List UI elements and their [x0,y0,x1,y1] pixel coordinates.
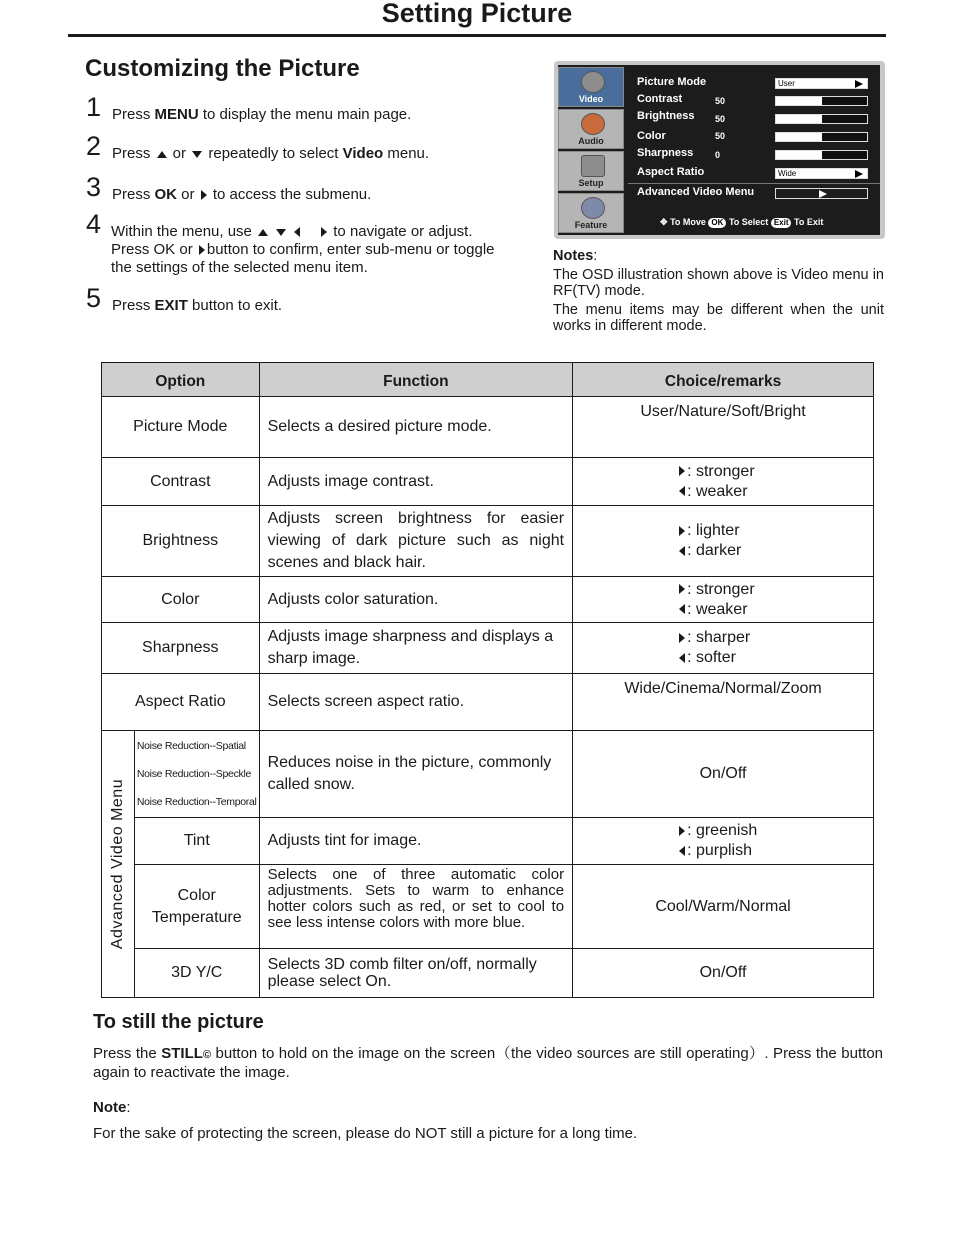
option-cell: Brightness [102,506,260,577]
step-text-pre: Press [112,145,155,162]
option-cell: Color Temperature [134,865,259,949]
left-arrow-icon [679,486,685,496]
step-text-post: button to exit. [187,297,283,314]
function-cell: Adjusts image sharpness and displays a sharp image. [259,623,572,674]
step-number: 5 [86,283,102,313]
osd-bar-fill [776,97,822,105]
still-key-icon: © [202,1049,212,1061]
down-arrow-icon [192,151,202,158]
step-text [112,186,371,204]
osd-help-bar [660,217,823,228]
right-arrow-icon [679,526,685,536]
function-cell: Reduces noise in the picture, commonly called snow. [259,731,572,818]
step-text-mid: repeatedly to select [204,145,343,162]
osd-bar-fill [776,151,822,159]
option-cell: Color [102,577,260,623]
choice-line [573,580,873,600]
osd-row-label: Brightness [637,110,695,122]
step-text-post: menu. [383,145,430,162]
table-row [102,674,874,731]
choice-line [573,648,873,668]
up-arrow-icon [258,229,268,236]
osd-sharpness-bar [775,150,868,160]
picture-settings-table [101,362,874,998]
choice-cell: Wide/Cinema/Normal/Zoom [573,674,874,731]
option-cell: 3D Y/C [134,949,259,998]
osd-tab-feature [558,193,624,233]
choice-line [573,628,873,648]
choice-cell: On/Off [573,731,874,818]
function-cell: Selects one of three automatic color adjustments. Sets to warm to enhance hotter colors such as red, or set to cool to see less intense colors with more blue. [259,865,572,949]
function-cell: Adjusts color saturation. [259,577,572,623]
ok-key-icon: OK [708,218,726,228]
left-arrow-icon [679,604,685,614]
step-text [112,145,429,163]
left-arrow-icon [679,846,685,856]
right-arrow-icon [679,633,685,643]
table-row [102,397,874,458]
choice-cell [573,577,874,623]
audio-icon [581,113,605,135]
choice-right-text: : sharper [687,629,751,646]
option-cell: Aspect Ratio [102,674,260,731]
osd-tab-video [558,67,624,107]
left-arrow-icon [679,546,685,556]
step-text-line3: the settings of the selected menu item. [111,259,368,276]
feature-icon [581,197,605,219]
choice-line [573,462,873,482]
choice-left-text: : darker [687,542,742,559]
title-divider [68,34,886,37]
still-heading: To still the picture [93,1011,264,1033]
function-cell: Selects screen aspect ratio. [259,674,572,731]
choice-left-text: : weaker [687,600,748,618]
osd-row-label: Picture Mode [637,76,707,88]
osd-row-label: Advanced Video Menu [637,186,755,198]
step-text-or: or [168,145,191,162]
header-choice: Choice/remarks [573,363,874,397]
step-text-post: to access the submenu. [208,186,372,203]
noise-reduction-item: Noise Reduction--Speckle [136,768,252,780]
osd-row-value: 50 [715,114,726,124]
table-row [102,458,874,506]
osd-tab-label: Feature [574,220,608,230]
osd-tab-audio [558,109,624,149]
osd-row-value: 50 [715,131,726,141]
osd-tab-setup [558,151,624,191]
choice-line [573,600,873,620]
choice-cell [573,818,874,865]
option-cell [134,731,259,818]
note-heading [93,1099,131,1116]
function-cell: Adjusts tint for image. [259,818,572,865]
osd-tab-label: Setup [578,178,604,188]
step-number: 4 [86,209,102,239]
osd-row-label: Color [637,130,666,142]
menu-key-label: MENU [154,106,199,123]
up-arrow-icon [157,151,167,158]
step-text-line2b: button to confirm, enter sub-menu or toggle [206,241,495,258]
right-arrow-icon [679,466,685,476]
choice-left-text: : purplish [687,842,752,859]
step-text [112,106,411,124]
still-paragraph [93,1045,883,1082]
left-arrow-icon [294,227,300,237]
note-text: For the sake of protecting the screen, please do NOT still a picture for a long time. [93,1125,638,1142]
osd-bar-fill [776,133,822,141]
osd-divider [628,183,880,184]
step-text [111,223,495,277]
option-cell: Tint [134,818,259,865]
step-text-or: or [177,186,199,203]
right-arrow-icon [679,826,685,836]
step-text-line1b: to navigate or adjust. [333,223,473,240]
osd-row-label: Aspect Ratio [637,166,705,178]
osd-help-select: To Select [728,217,769,227]
choice-cell: Cool/Warm/Normal [573,865,874,949]
note-colon: : [126,1099,131,1116]
right-arrow-icon [201,190,207,200]
choice-right-text: : stronger [687,580,755,598]
step-text-pre: Press [112,186,155,203]
header-option: Option [102,363,260,397]
option-cell: Picture Mode [102,397,260,458]
step-text [112,297,282,315]
step-text-line2a: Press OK or [111,241,193,258]
right-arrow-icon [321,227,327,237]
choice-right-text: : stronger [687,462,755,480]
osd-box-value: Wide [778,169,797,178]
choice-line [573,521,873,541]
exit-key-icon: Exit [771,218,792,228]
section-heading: Customizing the Picture [85,55,360,82]
osd-brightness-bar [775,114,868,124]
notes-paragraph: The OSD illustration shown above is Video menu in RF(TV) mode. [553,267,884,299]
osd-row-label: Sharpness [637,147,694,159]
step-text-pre: Press [112,106,155,123]
left-arrow-icon [679,653,685,663]
osd-color-bar [775,132,868,142]
table-row [102,506,874,577]
play-arrow-icon [855,170,863,178]
ok-key-label: OK [154,186,178,203]
choice-left-text: : softer [687,649,736,666]
choice-cell [573,458,874,506]
table-header-row [102,363,874,397]
function-cell: Adjusts image contrast. [259,458,572,506]
osd-help-move: To Move [670,217,706,227]
note-heading-text: Note [93,1099,127,1116]
option-cell: Contrast [102,458,260,506]
choice-cell: User/Nature/Soft/Bright [573,397,874,458]
choice-line [573,541,873,561]
advanced-video-menu-label: Advanced Video Menu [108,778,126,950]
right-arrow-icon [679,584,685,594]
osd-help-exit: To Exit [794,217,824,227]
choice-right-text: : greenish [687,822,758,839]
step-number: 2 [86,131,102,161]
osd-screen [558,65,880,235]
exit-key-label: EXIT [154,297,188,314]
setup-icon [581,155,605,177]
choice-cell [573,623,874,674]
osd-row-value: 50 [715,96,726,106]
choice-cell: On/Off [573,949,874,998]
down-arrow-icon [276,229,286,236]
table-row [102,577,874,623]
osd-bar-fill [776,115,822,123]
option-cell: Sharpness [102,623,260,674]
header-function: Function [259,363,572,397]
notes [553,248,884,337]
play-arrow-icon [855,80,863,88]
right-arrow-icon [199,245,205,255]
osd-picture-mode-box [775,78,868,89]
osd-box-value: User [778,79,795,88]
step-number: 1 [86,92,102,122]
table-row [102,949,874,998]
osd-aspect-box [775,168,868,179]
notes-heading: Notes [553,248,594,264]
function-cell: Selects 3D comb filter on/off, normally please select On. [259,949,572,998]
step-text-line1: Within the menu, use [111,223,252,240]
table-row [102,865,874,949]
osd-tab-label: Audio [578,136,604,146]
video-icon [581,71,605,93]
noise-reduction-item: Noise Reduction--Temporal [136,796,257,808]
video-menu-label: Video [342,145,384,162]
notes-paragraph: The menu items may be different when the unit works in different mode. [553,302,884,334]
choice-line [573,482,873,502]
still-text-pre: Press the [93,1045,162,1062]
osd-contrast-bar [775,96,868,106]
choice-line [573,821,873,841]
table-row [102,731,874,818]
choice-left-text: : weaker [687,482,748,500]
still-key-label: STILL [161,1045,203,1062]
osd-illustration [554,61,885,239]
function-cell: Selects a desired picture mode. [259,397,572,458]
step-text-pre: Press [112,297,155,314]
choice-line [573,841,873,861]
table-row [102,623,874,674]
osd-advanced-box [775,188,868,199]
osd-row-label: Contrast [637,93,683,105]
still-text-post: button to hold on the image on the screen（the video sources are still operating）. Press the button again to reactivate the image. [93,1045,883,1081]
table-row [102,818,874,865]
osd-row-value: 0 [715,150,721,160]
osd-tab-label: Video [578,94,604,104]
step-text-post: to display the menu main page. [198,106,412,123]
noise-reduction-item: Noise Reduction--Spatial [136,740,246,752]
step-number: 3 [86,172,102,202]
choice-right-text: : lighter [687,522,740,539]
move-cross-icon: ✥ [660,217,668,227]
play-arrow-icon [819,190,827,198]
function-cell: Adjusts screen brightness for easier viewing of dark picture such as night scenes and black hair. [259,506,572,577]
advanced-video-menu-group [102,731,135,998]
choice-cell [573,506,874,577]
notes-colon: : [593,248,598,264]
page-title: Setting Picture [381,0,573,28]
